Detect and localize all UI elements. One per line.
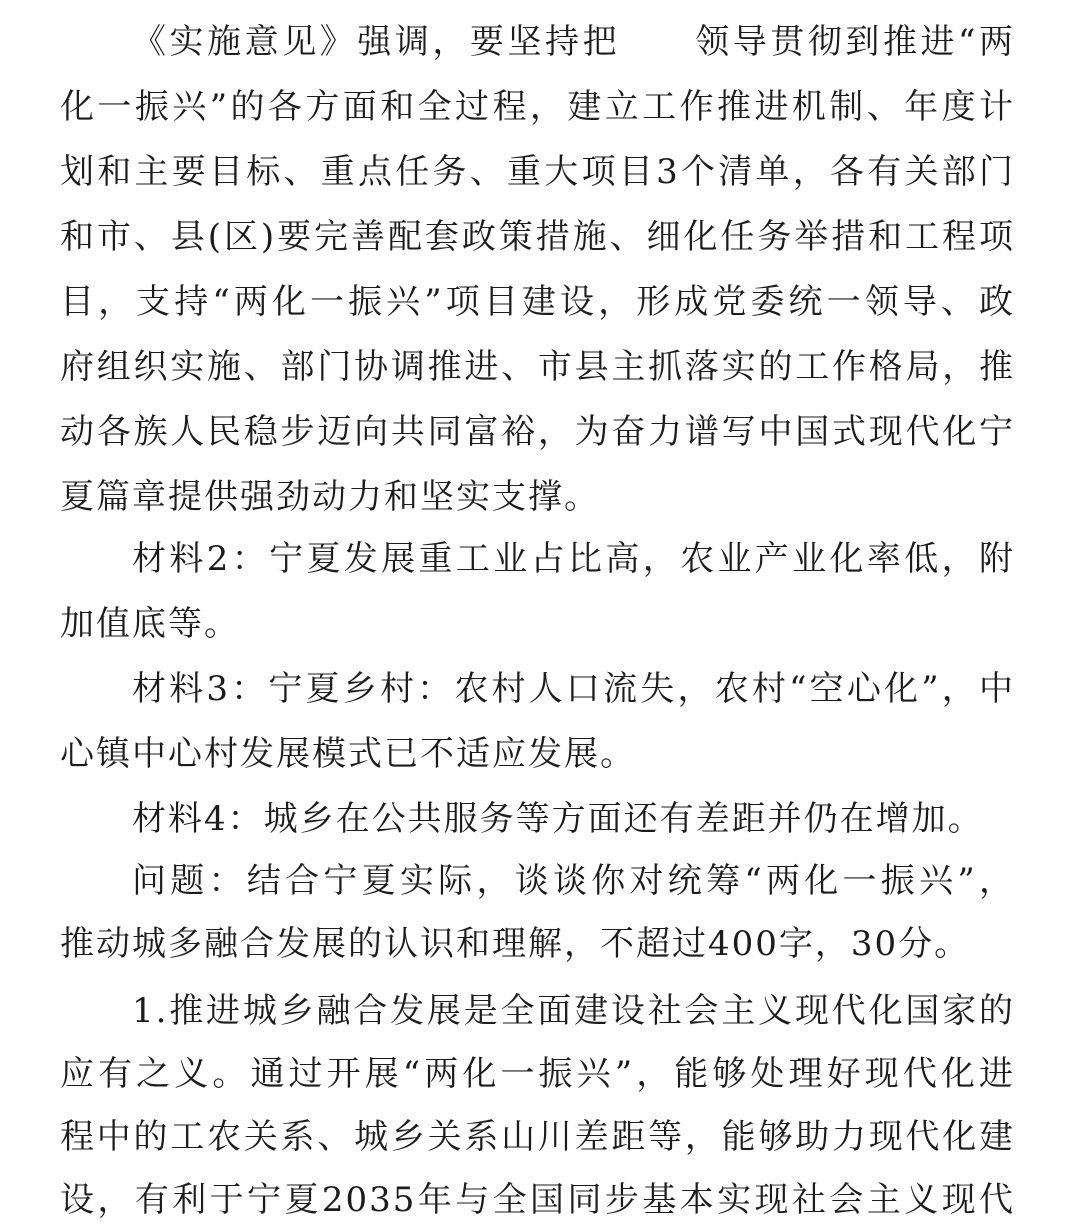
- material-4-line: 材料4：城乡在公共服务等方面还有差距并仍在增加。: [132, 799, 984, 839]
- answer-line-1: 1.推进城乡融合发展是全面建设社会主义现代化国家的: [132, 991, 1015, 1031]
- material-2-line-2: 加值底等。: [60, 604, 240, 644]
- material-3-line-2: 心镇中心村发展模式已不适应发展。: [60, 734, 636, 774]
- question-line-1: 问题：结合宁夏实际，谈谈你对统筹“两化一振兴”，: [132, 861, 1015, 901]
- text-line-8: 夏篇章提供强劲动力和坚实支撑。: [60, 477, 600, 517]
- text-line-1: 《实施意见》强调，要坚持把 领导贯彻到推进“两: [132, 22, 1015, 62]
- answer-line-4: 设，有利于宁夏2035年与全国同步基本实现社会主义现代: [60, 1180, 1015, 1220]
- text-line-7: 动各族人民稳步迈向共同富裕，为奋力谱写中国式现代化宁: [60, 412, 1015, 452]
- text-line-6: 府组织实施、部门协调推进、市县主抓落实的工作格局，推: [60, 347, 1015, 387]
- answer-line-2: 应有之义。通过开展“两化一振兴”，能够处理好现代化进: [60, 1054, 1015, 1094]
- material-2-line-1: 材料2：宁夏发展重工业占比高，农业产业化率低，附: [132, 539, 1015, 579]
- text-line-2: 化一振兴”的各方面和全过程，建立工作推进机制、年度计: [60, 87, 1015, 127]
- text-line-5: 目，支持“两化一振兴”项目建设，形成党委统一领导、政: [60, 282, 1015, 322]
- text-line-3: 划和主要目标、重点任务、重大项目3个清单，各有关部门: [60, 152, 1015, 192]
- material-3-line-1: 材料3：宁夏乡村：农村人口流失，农村“空心化”，中: [132, 669, 1015, 709]
- answer-line-3: 程中的工农关系、城乡关系山川差距等，能够助力现代化建: [60, 1117, 1015, 1157]
- question-line-2: 推动城多融合发展的认识和理解，不超过400字，30分。: [60, 924, 971, 964]
- text-line-4: 和市、县(区)要完善配套政策措施、细化任务举措和工程项: [60, 217, 1015, 257]
